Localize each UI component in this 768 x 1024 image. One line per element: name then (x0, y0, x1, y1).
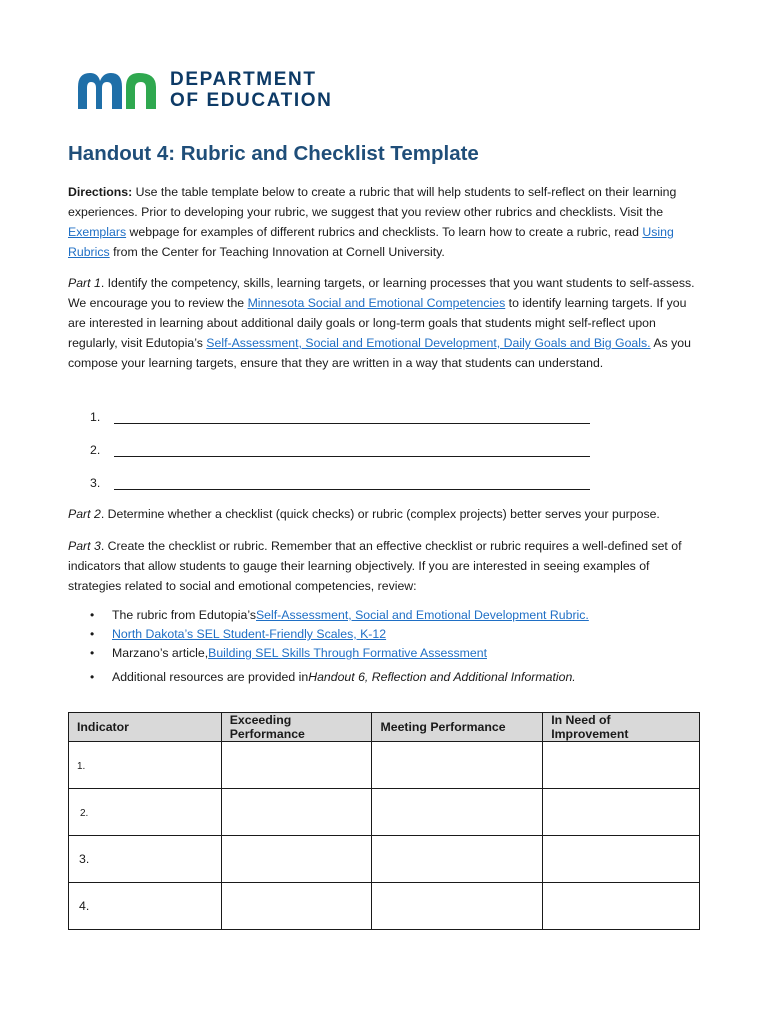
bullet-item-2 (90, 627, 386, 641)
bullet-dot: • (90, 670, 95, 684)
learning-target-3[interactable] (90, 470, 590, 490)
bullet-4-italic: Handout 6, Reflection and Additional Information. (308, 670, 576, 684)
using-rubrics-link[interactable]: Using Rubrics (68, 225, 674, 259)
bullet-dot: • (90, 627, 95, 641)
learning-target-1[interactable] (90, 404, 590, 424)
part-1-text-1: . Identify the competency, skills, learning targets, or learning processes that you want students to self-assess. We encourage you to review the (68, 276, 695, 310)
number-label: 3. (90, 476, 101, 490)
marzano-article-link[interactable]: Building SEL Skills Through Formative Assessment (208, 646, 487, 660)
directions-text-2: webpage for examples of different rubrics and checklists. To learn how to create a rubric, read (126, 225, 643, 239)
table-header-row (69, 713, 700, 742)
improvement-cell[interactable] (543, 883, 700, 930)
north-dakota-sel-link[interactable]: North Dakota’s SEL Student-Friendly Scales, K-12 (112, 627, 387, 641)
improvement-cell[interactable] (543, 836, 700, 883)
exemplars-link[interactable]: Exemplars (68, 225, 127, 239)
sel-rubric-link[interactable]: Self-Assessment, Social and Emotional Development Rubric. (255, 608, 589, 622)
header-indicator: Indicator (69, 713, 222, 742)
improvement-cell[interactable] (543, 742, 700, 789)
part-1-text-3: As you compose your learning targets, ensure that they are written in a way that students can understand. (68, 336, 691, 370)
directions-paragraph (68, 182, 698, 262)
table-row (69, 742, 700, 789)
number-label: 1. (90, 410, 101, 424)
blank-line (114, 475, 590, 490)
directions-text-1: Use the table template below to create a rubric that will help students to self-reflect on their learning experiences. Prior to developing your rubric, we suggest that you review other rubrics and checklists. Visit the (68, 185, 677, 219)
improvement-cell[interactable] (543, 789, 700, 836)
directions-text-3: from the Center for Teaching Innovation at Cornell University. (109, 245, 445, 259)
blank-line (114, 442, 590, 457)
indicator-cell[interactable] (69, 789, 222, 836)
indicator-cell[interactable] (69, 836, 222, 883)
mn-logo-icon (76, 69, 160, 111)
part-2-text: . Determine whether a checklist (quick checks) or rubric (complex projects) better serves your purpose. (100, 507, 660, 521)
row-number: 3. (79, 852, 90, 866)
table-row (69, 789, 700, 836)
bullet-item-3 (90, 646, 487, 660)
part-3-label: Part 3 (68, 539, 101, 553)
blank-line (114, 409, 590, 424)
exceeding-cell[interactable] (221, 883, 372, 930)
edutopia-daily-goals-link[interactable]: Self-Assessment, Social and Emotional Development, Daily Goals and Big Goals. (206, 336, 651, 350)
meeting-cell[interactable] (372, 789, 543, 836)
indicator-cell[interactable] (69, 883, 222, 930)
meeting-cell[interactable] (372, 742, 543, 789)
header-in-need-of-improvement: In Need of Improvement (543, 713, 700, 742)
header-exceeding-performance: Exceeding Performance (221, 713, 372, 742)
table-row (69, 883, 700, 930)
exceeding-cell[interactable] (221, 789, 372, 836)
bullet-3-text: Marzano’s article, (112, 646, 209, 660)
number-label: 2. (90, 443, 101, 457)
meeting-cell[interactable] (372, 836, 543, 883)
mn-sel-competencies-link[interactable]: Minnesota Social and Emotional Competencies (247, 296, 506, 310)
logo-line-1: DEPARTMENT (170, 69, 317, 90)
page-title: Handout 4: Rubric and Checklist Template (68, 142, 479, 165)
part-1-text-2: to identify learning targets. If you are interested in learning about additional daily goals or long-term goals that students might self-reflect upon regularly, visit Edutopia’s (68, 296, 687, 350)
rubric-table (68, 712, 700, 930)
part-1-paragraph (68, 273, 698, 373)
learning-target-2[interactable] (90, 437, 590, 457)
row-number: 4. (79, 899, 90, 913)
table-row (69, 836, 700, 883)
row-number: 2. (80, 808, 89, 819)
header-meeting-performance: Meeting Performance (372, 713, 543, 742)
bullet-dot: • (90, 608, 95, 622)
part-3-text: . Create the checklist or rubric. Remember that an effective checklist or rubric requires a well-defined set of indicators that allow students to gauge their learning objectively. If you are interested in seeing examples of strategies related to social and emotional competencies, review: (68, 539, 682, 593)
part-3-paragraph (68, 536, 698, 596)
row-number: 1. (77, 761, 86, 772)
exceeding-cell[interactable] (221, 742, 372, 789)
logo-line-2: OF EDUCATION (170, 90, 333, 111)
indicator-cell[interactable] (69, 742, 222, 789)
bullet-item-1 (90, 608, 589, 622)
meeting-cell[interactable] (372, 883, 543, 930)
directions-label: Directions: (68, 185, 133, 199)
bullet-dot: • (90, 646, 95, 660)
mn-department-of-education-logo (76, 68, 332, 112)
bullet-1-text: The rubric from Edutopia’s (112, 608, 256, 622)
part-1-label: Part 1 (68, 276, 101, 290)
bullet-item-4 (90, 670, 576, 684)
part-2-paragraph (68, 504, 698, 524)
bullet-4-text: Additional resources are provided in (112, 670, 309, 684)
exceeding-cell[interactable] (221, 836, 372, 883)
logo-wordmark (170, 69, 332, 111)
part-2-label: Part 2 (68, 507, 101, 521)
